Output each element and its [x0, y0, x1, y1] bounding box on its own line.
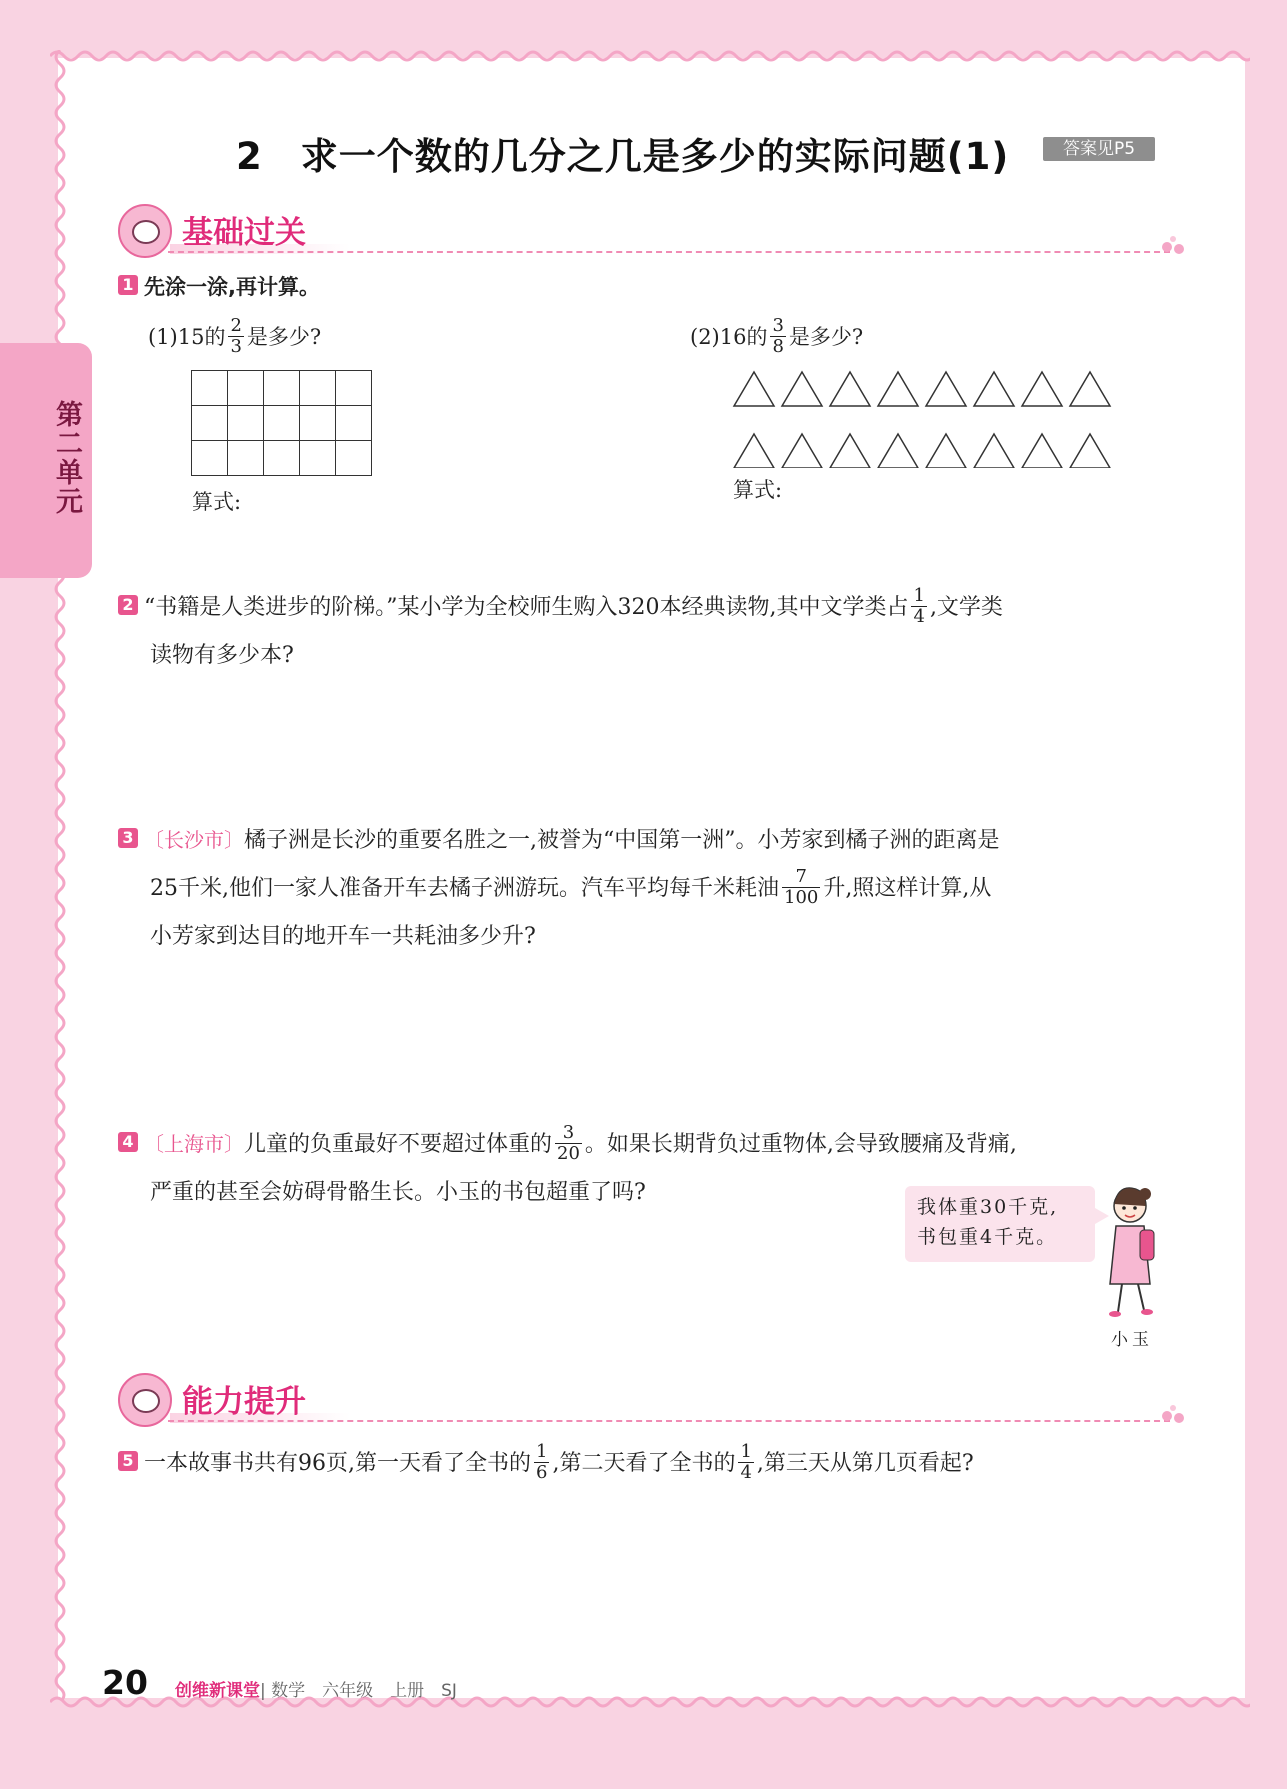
- formula-label-1: 算式:: [192, 490, 242, 514]
- section-divider: [168, 1420, 1170, 1422]
- grid-cell[interactable]: [264, 406, 300, 441]
- region-tag: 〔上海市〕: [144, 1132, 244, 1156]
- fraction: $\frac{3}{8}$: [772, 315, 784, 357]
- page-number: 20: [102, 1663, 148, 1702]
- grid-cell[interactable]: [300, 371, 336, 406]
- mascot-icon: [118, 204, 172, 258]
- triangle-shape[interactable]: [782, 372, 822, 406]
- triangle-shape[interactable]: [1022, 372, 1062, 406]
- triangle-shape[interactable]: [1070, 372, 1110, 406]
- section-title-basic: 基础过关: [182, 215, 306, 251]
- triangle-shape[interactable]: [830, 372, 870, 406]
- question-4: 4 〔上海市〕儿童的负重最好不要超过体重的 $\frac{3}{20}$ 。如果长期背负过重物体,会导致腰痛及背痛, 严重的甚至会妨碍骨骼生长。小玉的书包超重了吗?: [118, 1120, 1158, 1217]
- question-5: 5 一本故事书共有96页,第一天看了全书的 $\frac{1}{6}$ ,第二天看了全书的 $\frac{1}{4}$ ,第三天从第几页看起?: [118, 1440, 1158, 1488]
- grid-cell[interactable]: [336, 441, 372, 476]
- grid-cell[interactable]: [228, 406, 264, 441]
- section-header-advanced: [118, 1373, 1158, 1433]
- region-tag: 〔长沙市〕: [144, 828, 244, 852]
- triangle-shape[interactable]: [974, 372, 1014, 406]
- grid-cell[interactable]: [336, 371, 372, 406]
- triangle-shape[interactable]: [734, 434, 774, 468]
- section-divider: [168, 251, 1170, 253]
- question-number: 2: [118, 595, 138, 615]
- triangle-shape[interactable]: [926, 372, 966, 406]
- girl-illustration-icon: [1100, 1184, 1160, 1324]
- question-number: 5: [118, 1451, 138, 1471]
- page-title: 2 求一个数的几分之几是多少的实际问题(1): [236, 135, 1010, 178]
- question-1-part-2: (2)16的 $\frac{3}{8}$ 是多少?: [690, 315, 864, 357]
- coloring-grid[interactable]: [191, 370, 372, 476]
- triangle-shape[interactable]: [878, 434, 918, 468]
- triangle-shape[interactable]: [830, 434, 870, 468]
- fraction: $\frac{3}{20}$: [557, 1121, 580, 1164]
- girl-name-label: 小玉: [1111, 1330, 1153, 1350]
- section-header-basic: [118, 204, 1158, 264]
- footer-info: 创维新课堂| 数学 六年级 上册 SJ: [175, 1681, 457, 1701]
- question-1-text: 先涂一涂,再计算。: [144, 275, 320, 299]
- mascot-icon: [118, 1373, 172, 1427]
- fraction: $\frac{1}{4}$: [913, 584, 925, 627]
- unit-label: 第二单元: [51, 400, 82, 516]
- grid-cell[interactable]: [228, 441, 264, 476]
- triangle-shape[interactable]: [734, 372, 774, 406]
- answer-reference-badge: 答案见P5: [1043, 137, 1155, 161]
- decor-dots-icon: [1162, 242, 1172, 252]
- grid-cell[interactable]: [192, 406, 228, 441]
- triangle-shape[interactable]: [1022, 434, 1062, 468]
- fraction: $\frac{7}{100}$: [784, 865, 819, 908]
- grid-cell[interactable]: [264, 441, 300, 476]
- grid-cell[interactable]: [192, 371, 228, 406]
- question-number: 1: [118, 275, 138, 295]
- brand-name: 创维新课堂: [175, 1681, 260, 1701]
- triangle-shape[interactable]: [974, 434, 1014, 468]
- triangle-shape[interactable]: [926, 434, 966, 468]
- grid-cell[interactable]: [300, 441, 336, 476]
- section-title-advanced: 能力提升: [182, 1384, 306, 1420]
- decor-dots-icon: [1162, 1411, 1172, 1421]
- triangle-shape[interactable]: [878, 372, 918, 406]
- question-3: 3 〔长沙市〕橘子洲是长沙的重要名胜之一,被誉为“中国第一洲”。小芳家到橘子洲的距离是 25千米,他们一家人准备开车去橘子洲游玩。汽车平均每千米耗油 $\frac{7}{100}$ 升,照这样计算,从 小芳家到达目的地开车一共耗油多少升?: [118, 816, 1158, 961]
- question-1-part-1: (1)15的 $\frac{2}{3}$ 是多少?: [148, 315, 322, 357]
- question-2: 2 “书籍是人类进步的阶梯。”某小学为全校师生购入320本经典读物,其中文学类占 $\frac{1}{4}$ ,文学类 读物有多少本?: [118, 584, 1158, 680]
- formula-label-2: 算式:: [733, 478, 783, 502]
- fraction: $\frac{1}{6}$: [536, 1440, 548, 1483]
- speech-bubble: 我体重30千克, 书包重4千克。: [905, 1186, 1095, 1262]
- grid-cell[interactable]: [264, 371, 300, 406]
- question-number: 4: [118, 1132, 138, 1152]
- fraction: $\frac{2}{3}$: [230, 315, 242, 357]
- grid-cell[interactable]: [336, 406, 372, 441]
- fraction: $\frac{1}{4}$: [740, 1440, 752, 1483]
- triangle-shape[interactable]: [782, 434, 822, 468]
- question-1: [118, 262, 320, 312]
- triangle-shape[interactable]: [1070, 434, 1110, 468]
- grid-cell[interactable]: [192, 441, 228, 476]
- triangle-set[interactable]: [730, 368, 1120, 468]
- grid-cell[interactable]: [228, 371, 264, 406]
- grid-cell[interactable]: [300, 406, 336, 441]
- question-number: 3: [118, 828, 138, 848]
